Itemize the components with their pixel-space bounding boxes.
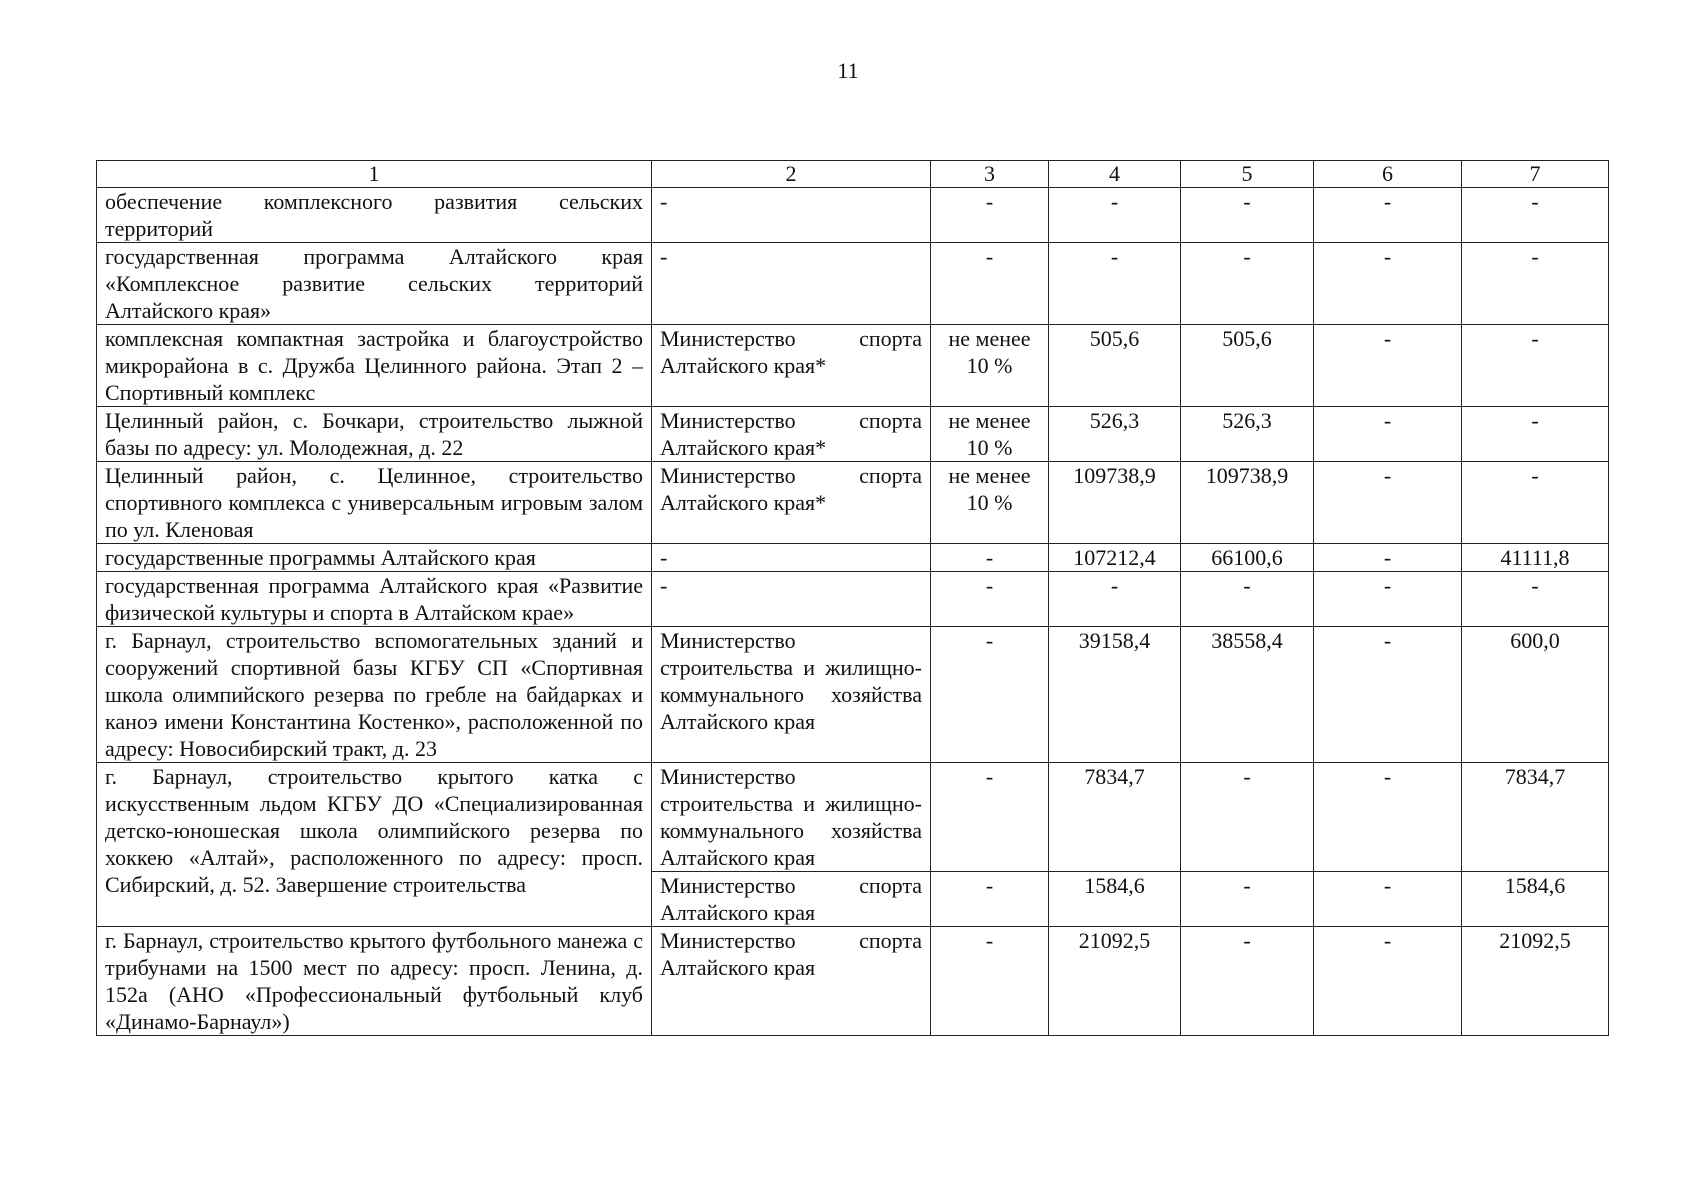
value-cell-4: - xyxy=(1049,243,1181,325)
value-cell-7: 600,0 xyxy=(1462,627,1609,763)
responsible-cell: Министерство строительства и жилищно-коммунального хозяйства Алтайского края xyxy=(652,627,931,763)
value-cell-6: - xyxy=(1314,188,1462,243)
share-cell: - xyxy=(931,544,1049,572)
share-cell: - xyxy=(931,927,1049,1036)
value-cell-6: - xyxy=(1314,243,1462,325)
row-title: Целинный район, с. Бочкари, строительство лыжной базы по адресу: ул. Молодежная, д. 22 xyxy=(97,407,652,462)
value-cell-5: 526,3 xyxy=(1181,407,1314,462)
value-cell-7: 21092,5 xyxy=(1462,927,1609,1036)
value-cell-4: 21092,5 xyxy=(1049,927,1181,1036)
responsible-cell: - xyxy=(652,188,931,243)
value-cell-7: 41111,8 xyxy=(1462,544,1609,572)
value-cell-7: - xyxy=(1462,325,1609,407)
value-cell-4: 1584,6 xyxy=(1049,872,1181,927)
responsible-cell: - xyxy=(652,544,931,572)
table-row xyxy=(97,927,1609,1036)
row-title: Целинный район, с. Целинное, строительство спортивного комплекса с универсальным игровым залом по ул. Кленовая xyxy=(97,462,652,544)
column-header-6: 6 xyxy=(1314,161,1462,188)
share-cell: не менее 10 % xyxy=(931,462,1049,544)
value-cell-5: 109738,9 xyxy=(1181,462,1314,544)
row-title: г. Барнаул, строительство крытого футбольного манежа с трибунами на 1500 мест по адресу: просп. Ленина, д. 152а (АНО «Профессиональный футбольный клуб «Динамо-Барнаул») xyxy=(97,927,652,1036)
table-row xyxy=(97,243,1609,325)
value-cell-7: 7834,7 xyxy=(1462,763,1609,872)
column-header-3: 3 xyxy=(931,161,1049,188)
value-cell-6: - xyxy=(1314,627,1462,763)
row-title: г. Барнаул, строительство крытого катка с искусственным льдом КГБУ ДО «Специализированная детско-юношеская школа олимпийского резерва по хоккею «Алтай», расположенного по адресу: просп. Сибирский, д. 52. Завершение строительства xyxy=(97,763,652,927)
responsible-cell: Министерство спорта Алтайского края* xyxy=(652,407,931,462)
value-cell-5: - xyxy=(1181,927,1314,1036)
value-cell-5: - xyxy=(1181,243,1314,325)
value-cell-7: - xyxy=(1462,572,1609,627)
value-cell-4: 107212,4 xyxy=(1049,544,1181,572)
share-cell: - xyxy=(931,627,1049,763)
responsible-cell: - xyxy=(652,243,931,325)
row-title: обеспечение комплексного развития сельских территорий xyxy=(97,188,652,243)
column-header-4: 4 xyxy=(1049,161,1181,188)
table-row xyxy=(97,763,1609,872)
value-cell-7: - xyxy=(1462,407,1609,462)
column-header-5: 5 xyxy=(1181,161,1314,188)
value-cell-4: - xyxy=(1049,572,1181,627)
responsible-cell: Министерство спорта Алтайского края* xyxy=(652,325,931,407)
value-cell-7: - xyxy=(1462,243,1609,325)
row-title: комплексная компактная застройка и благоустройство микрорайона в с. Дружба Целинного района. Этап 2 – Спортивный комплекс xyxy=(97,325,652,407)
table-row xyxy=(97,572,1609,627)
value-cell-6: - xyxy=(1314,872,1462,927)
value-cell-5: 38558,4 xyxy=(1181,627,1314,763)
row-title: г. Барнаул, строительство вспомогательных зданий и сооружений спортивной базы КГБУ СП «Спортивная школа олимпийского резерва по гребле на байдарках и каноэ имени Константина Костенко», расположенной по адресу: Новосибирский тракт, д. 23 xyxy=(97,627,652,763)
table-row xyxy=(97,462,1609,544)
table-row xyxy=(97,325,1609,407)
value-cell-4: 526,3 xyxy=(1049,407,1181,462)
value-cell-5: - xyxy=(1181,872,1314,927)
value-cell-6: - xyxy=(1314,407,1462,462)
page-number: 11 xyxy=(837,58,859,83)
value-cell-4: 39158,4 xyxy=(1049,627,1181,763)
column-header-2: 2 xyxy=(652,161,931,188)
table-row xyxy=(97,407,1609,462)
value-cell-5: 505,6 xyxy=(1181,325,1314,407)
value-cell-7: 1584,6 xyxy=(1462,872,1609,927)
value-cell-5: - xyxy=(1181,188,1314,243)
responsible-cell: Министерство спорта Алтайского края xyxy=(652,927,931,1036)
value-cell-5: 66100,6 xyxy=(1181,544,1314,572)
value-cell-4: 7834,7 xyxy=(1049,763,1181,872)
value-cell-6: - xyxy=(1314,462,1462,544)
value-cell-4: 109738,9 xyxy=(1049,462,1181,544)
table-row xyxy=(97,544,1609,572)
value-cell-6: - xyxy=(1314,572,1462,627)
row-title: государственная программа Алтайского края «Комплексное развитие сельских территорий Алтайского края» xyxy=(97,243,652,325)
responsible-cell: - xyxy=(652,572,931,627)
share-cell: - xyxy=(931,763,1049,872)
value-cell-5: - xyxy=(1181,763,1314,872)
value-cell-4: - xyxy=(1049,188,1181,243)
table-row xyxy=(97,627,1609,763)
header-row xyxy=(97,161,1609,188)
column-header-7: 7 xyxy=(1462,161,1609,188)
row-title: государственные программы Алтайского края xyxy=(97,544,652,572)
responsible-cell: Министерство спорта Алтайского края xyxy=(652,872,931,927)
value-cell-4: 505,6 xyxy=(1049,325,1181,407)
value-cell-5: - xyxy=(1181,572,1314,627)
value-cell-6: - xyxy=(1314,763,1462,872)
responsible-cell: Министерство строительства и жилищно-коммунального хозяйства Алтайского края xyxy=(652,763,931,872)
table-row xyxy=(97,188,1609,243)
share-cell: - xyxy=(931,872,1049,927)
budget-table xyxy=(96,160,1609,1036)
responsible-cell: Министерство спорта Алтайского края* xyxy=(652,462,931,544)
column-header-1: 1 xyxy=(97,161,652,188)
share-cell: - xyxy=(931,188,1049,243)
value-cell-7: - xyxy=(1462,188,1609,243)
value-cell-6: - xyxy=(1314,927,1462,1036)
share-cell: - xyxy=(931,243,1049,325)
share-cell: не менее 10 % xyxy=(931,407,1049,462)
row-title: государственная программа Алтайского края «Развитие физической культуры и спорта в Алтайском крае» xyxy=(97,572,652,627)
share-cell: - xyxy=(931,572,1049,627)
share-cell: не менее 10 % xyxy=(931,325,1049,407)
value-cell-6: - xyxy=(1314,544,1462,572)
value-cell-7: - xyxy=(1462,462,1609,544)
value-cell-6: - xyxy=(1314,325,1462,407)
